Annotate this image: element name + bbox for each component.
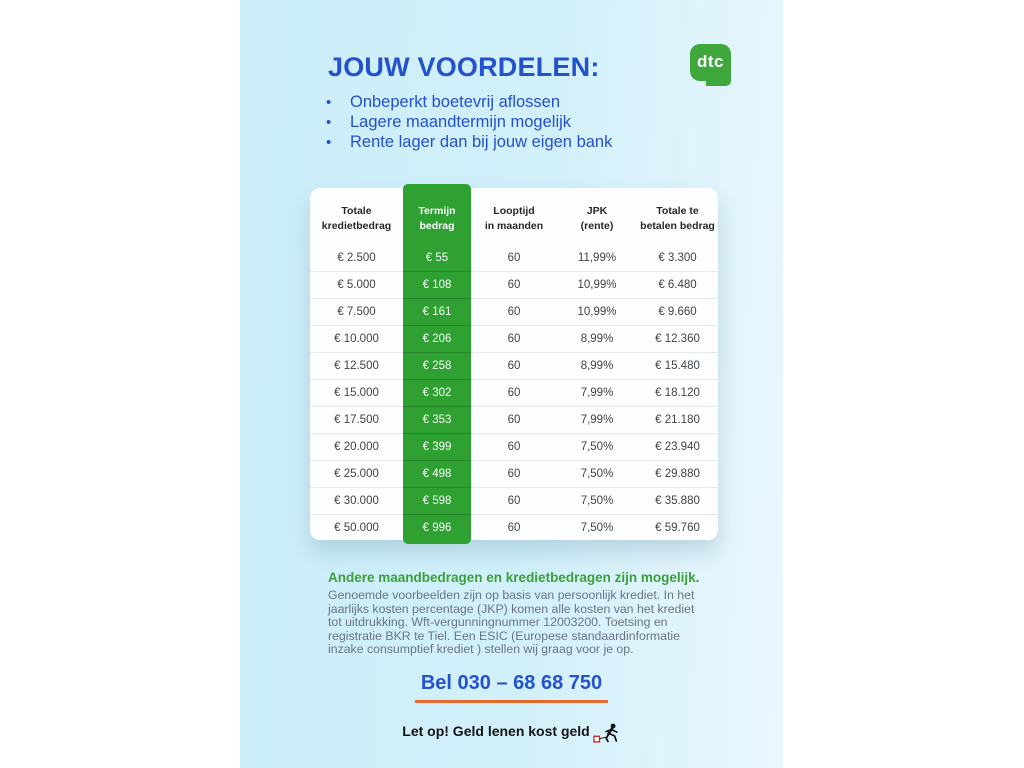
table-header-cell (310, 188, 403, 245)
table-cell: € 18.120 (637, 379, 718, 406)
header-line1: Looptijd (493, 204, 535, 217)
table-cell: 7,99% (557, 379, 637, 406)
table-cell: 7,50% (557, 514, 637, 541)
dtc-logo-text: dtc (697, 52, 724, 71)
table-cell: 60 (471, 460, 557, 487)
bullet-icon: • (326, 133, 332, 151)
table-cell: € 9.660 (637, 298, 718, 325)
table-cell: € 353 (403, 406, 471, 433)
benefit-label: Rente lager dan bij jouw eigen bank (350, 132, 613, 151)
table-cell: 60 (471, 271, 557, 298)
table-cell: 60 (471, 514, 557, 541)
table-cell: € 35.880 (637, 487, 718, 514)
table-cell: 7,50% (557, 460, 637, 487)
benefit-item (326, 132, 612, 152)
header-line2: in maanden (484, 219, 544, 232)
benefit-item (326, 112, 612, 132)
table-cell: 60 (471, 406, 557, 433)
table-cell: € 59.760 (637, 514, 718, 541)
table-cell: 7,50% (557, 433, 637, 460)
rates-table (310, 188, 718, 541)
table-cell: € 50.000 (310, 514, 403, 541)
header-line2: bedrag (419, 219, 455, 232)
bullet-icon: • (326, 113, 332, 131)
table-cell: € 29.880 (637, 460, 718, 487)
page-title: JOUW VOORDELEN: (328, 52, 600, 82)
table-cell: € 30.000 (310, 487, 403, 514)
header-line2: (rente) (580, 219, 614, 232)
table-cell: € 108 (403, 271, 471, 298)
table-cell: 10,99% (557, 271, 637, 298)
bullet-icon: • (326, 93, 332, 111)
phone-link[interactable]: Bel 030 – 68 68 750 (415, 672, 608, 703)
table-header-cell (637, 188, 718, 245)
header-line1: JPK (586, 204, 608, 217)
benefit-item (326, 92, 612, 112)
rates-table-card (310, 188, 718, 540)
table-cell: € 5.000 (310, 271, 403, 298)
table-cell: 60 (471, 433, 557, 460)
table-cell: € 996 (403, 514, 471, 541)
table-cell: € 399 (403, 433, 471, 460)
table-cell: 8,99% (557, 352, 637, 379)
footnote-heading: Andere maandbedragen en kredietbedragen zijn mogelijk. (328, 570, 700, 585)
table-cell: 7,99% (557, 406, 637, 433)
benefit-label: Lagere maandtermijn mogelijk (350, 112, 572, 131)
table-cell: 8,99% (557, 325, 637, 352)
table-cell: € 21.180 (637, 406, 718, 433)
table-cell: 60 (507, 252, 521, 264)
header-line2: betalen bedrag (640, 219, 715, 232)
dtc-logo (690, 44, 732, 86)
table-cell: € 598 (403, 487, 471, 514)
table-cell: € 23.940 (637, 433, 718, 460)
flyer-panel (240, 0, 783, 768)
table-cell: € 55 (425, 252, 449, 264)
table-cell: € 3.300 (658, 252, 697, 264)
table-cell: 60 (471, 325, 557, 352)
table-cell: € 15.480 (637, 352, 718, 379)
table-cell: € 6.480 (637, 271, 718, 298)
phone-cta (240, 672, 783, 703)
table-cell: 60 (471, 379, 557, 406)
table-cell: € 15.000 (310, 379, 403, 406)
table-cell: 60 (471, 298, 557, 325)
table-cell: € 498 (403, 460, 471, 487)
table-cell: 7,50% (557, 487, 637, 514)
header-line1: Termijn (418, 204, 456, 217)
table-cell: € 206 (403, 325, 471, 352)
table-cell: € 12.360 (637, 325, 718, 352)
table-cell: € 161 (403, 298, 471, 325)
table-cell: € 20.000 (310, 433, 403, 460)
table-cell: 60 (471, 487, 557, 514)
table-header-cell (403, 188, 471, 245)
table-cell: € 258 (403, 352, 471, 379)
table-cell: 10,99% (557, 298, 637, 325)
footnote-body: Genoemde voorbeelden zijn op basis van persoonlijk krediet. In het jaarlijks kosten percentage (JKP) komen alle kosten van het krediet tot uitdrukking. Wft-vergunningnummer 12003200. Toetsing en registratie BKR te Tiel. Een ESIC (Europese standaardinformatie inzake consumptief krediet ) stellen wij graag voor je op. (328, 588, 695, 656)
table-cell: € 10.000 (310, 325, 403, 352)
credit-warning-text: Let op! Geld lenen kost geld (402, 723, 590, 739)
benefits-list (326, 92, 612, 152)
table-cell: 60 (471, 352, 557, 379)
table-cell: € 7.500 (310, 298, 403, 325)
header-line2: kredietbedrag (321, 219, 392, 232)
table-cell: € 25.000 (310, 460, 403, 487)
table-cell: € 302 (403, 379, 471, 406)
header-line1: Totale te (656, 204, 699, 217)
table-cell: € 17.500 (310, 406, 403, 433)
table-header-cell (471, 188, 557, 245)
header-line1: Totale (341, 204, 372, 217)
table-header-cell (557, 188, 637, 245)
benefit-label: Onbeperkt boetevrij aflossen (350, 92, 561, 111)
table-cell: € 12.500 (310, 352, 403, 379)
credit-warning (240, 720, 783, 742)
table-cell: 11,99% (577, 252, 617, 264)
money-drag-icon (593, 722, 621, 744)
table-cell: € 2.500 (337, 252, 376, 264)
